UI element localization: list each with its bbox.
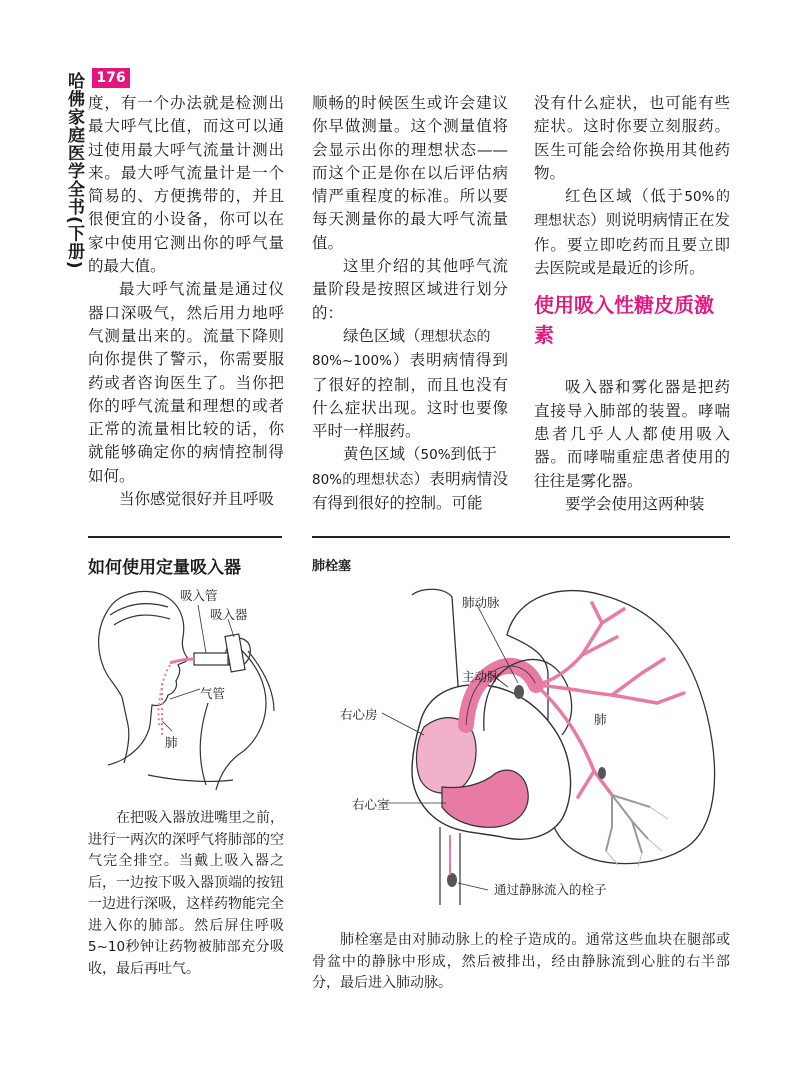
col3-red-zone: 红色区域（低于50%的理想状态）则说明病情正在发作。要立即吃药而且要立即去医院或是最近的诊所。 bbox=[534, 187, 730, 278]
col3-paragraph-4: 要学会使用这两种装 bbox=[565, 494, 705, 513]
col3-paragraph-3: 吸入器和雾化器是把药直接导入肺部的装置。哮喘患者几乎人人都使用吸入器。而哮喘重症患者使用的往往是雾化器。 bbox=[534, 378, 730, 490]
column-3 bbox=[534, 92, 730, 516]
book-title: 哈佛家庭医学全书(下册) bbox=[64, 72, 84, 270]
label-inhaler-tube: 吸入管 bbox=[180, 588, 218, 603]
figure2-caption: 肺栓塞是由对肺动脉上的栓子造成的。通常这些血块在腿部或骨盆中的静脉中形成，然后被排出，经由静脉流到心脏的右半部分，最后进入肺动脉。 bbox=[312, 932, 730, 991]
column-2 bbox=[312, 92, 508, 515]
inhaler-illustration bbox=[88, 585, 288, 790]
label-lung-fig2: 肺 bbox=[594, 712, 607, 727]
col1-paragraph-2: 最大呼气流量是通过仪器口深吸气，然后用力地呼气测量出来的。流量下降则向你提供了警示，你需要服药或者咨询医生了。当你把你的呼气流量和理想的或者正常的流量相比较的话，你就能够确定你的病情控制得如何。 bbox=[88, 280, 284, 485]
divider-left bbox=[88, 536, 282, 538]
figure1-title: 如何使用定量吸入器 bbox=[88, 558, 241, 578]
label-pulmonary-artery: 肺动脉 bbox=[462, 595, 500, 610]
label-trachea: 气管 bbox=[200, 686, 226, 701]
col2-yellow-zone: 黄色区域（50%到低于 80%的理想状态）表明病情没有得到很好的控制。可能 bbox=[312, 445, 508, 513]
col1-paragraph-3: 当你感觉很好并且呼吸 bbox=[119, 490, 275, 509]
col2-paragraph-2: 这里介绍的其他呼气流量阶段是按照区域进行划分的： bbox=[312, 257, 508, 322]
pulmonary-embolism-illustration bbox=[312, 575, 730, 905]
page-number: 176 bbox=[92, 68, 130, 88]
col2-green-zone: 绿色区域（理想状态的 80%~100%）表明病情得到了很好的控制，而且也没有什么症状出现。这时也要像平时一样服药。 bbox=[312, 326, 508, 441]
divider-right bbox=[312, 536, 730, 538]
label-lung-fig1: 肺 bbox=[165, 735, 178, 750]
label-right-atrium: 右心房 bbox=[340, 707, 378, 722]
col3-paragraph-1: 没有什么症状，也可能有些症状。这时你要立刻服药。医生可能会给你换用其他药物。 bbox=[534, 94, 730, 182]
label-aorta: 主动脉 bbox=[462, 669, 500, 684]
column-1 bbox=[88, 92, 284, 511]
col1-paragraph-1: 度，有一个办法就是检测出最大呼气比值，而这可以通过使用最大呼气流量计测出来。最大呼气流量计是一个简易的、方便携带的，并且很便宜的小设备，你可以在家中使用它测出你的呼气量的最大值。 bbox=[88, 94, 284, 276]
label-clot: 通过静脉流入的栓子 bbox=[494, 882, 607, 897]
label-right-ventricle: 右心室 bbox=[352, 797, 390, 812]
label-inhaler: 吸入器 bbox=[210, 607, 248, 622]
section-heading: 使用吸入性糖皮质激素 bbox=[534, 293, 714, 348]
figure2-title: 肺栓塞 bbox=[312, 559, 352, 574]
figure1-caption: 在把吸入器放进嘴里之前，进行一两次的深呼气将肺部的空气完全排空。当戴上吸入器之后，一边按下吸入器顶端的按钮一边进行深吸，这样药物能完全进入你的肺部。然后屏住呼吸5~10秒钟让药物被肺部充分吸收，最后再吐气。 bbox=[88, 810, 284, 977]
col2-paragraph-1: 顺畅的时候医生或许会建议你早做测量。这个测量值将会显示出你的理想状态——而这个正是你在以后评估病情严重程度的标准。所以要每天测量你的最大呼气流量值。 bbox=[312, 94, 508, 252]
